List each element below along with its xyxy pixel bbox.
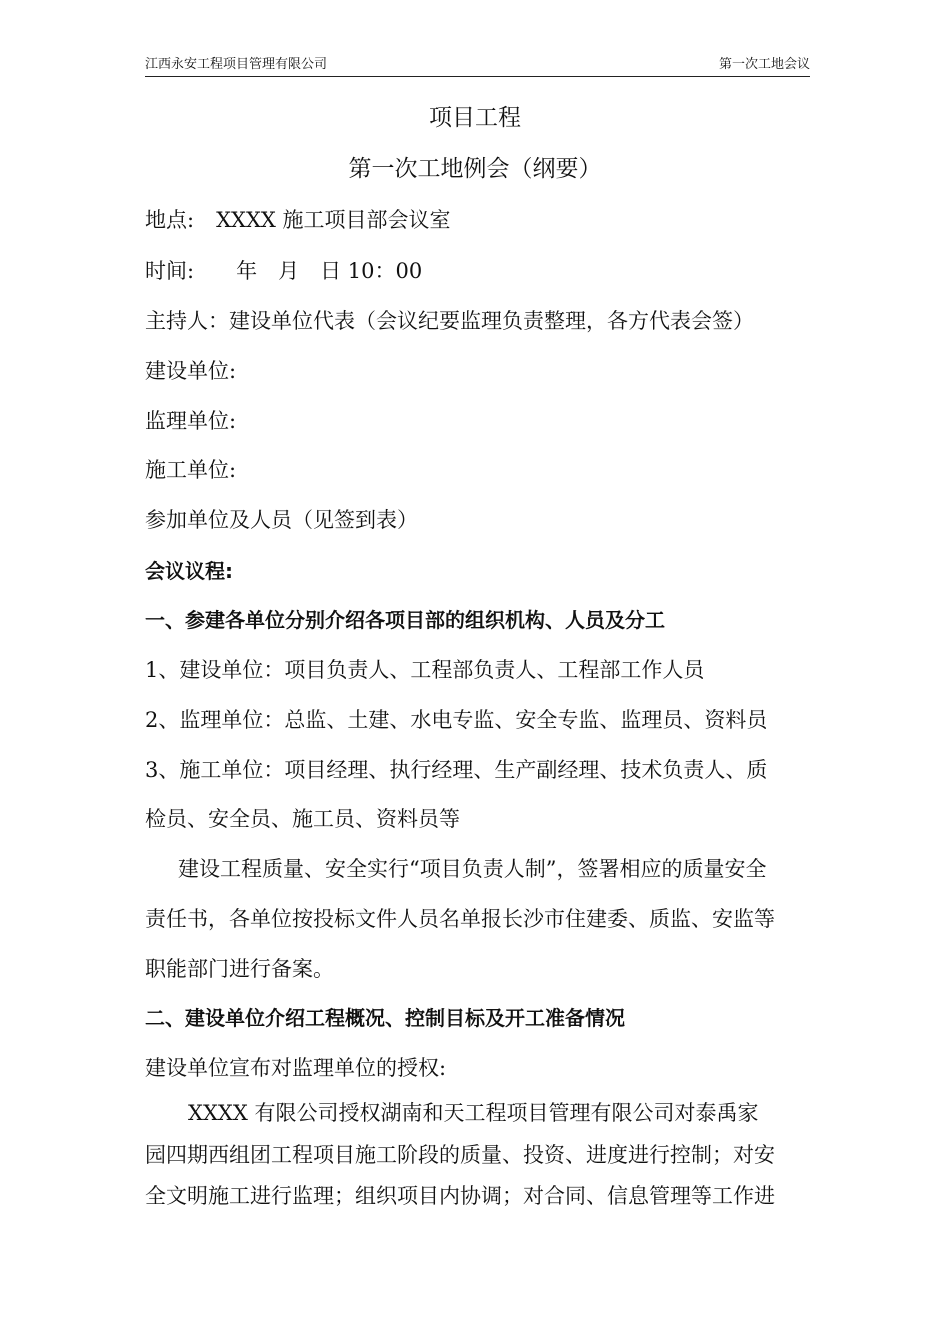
section1-item: 2、监理单位：总监、土建、水电专监、安全专监、监理员、资料员	[145, 708, 768, 732]
agenda-heading: 会议议程:	[145, 559, 233, 583]
section2-paragraph-line: 园四期西组团工程项目施工阶段的质量、投资、进度进行控制；对安	[145, 1143, 775, 1167]
attendees-line: 参加单位及人员（见签到表）	[145, 508, 418, 532]
section2-paragraph-line: 全文明施工进行监理；组织项目内协调；对合同、信息管理等工作进	[145, 1184, 775, 1208]
time-line	[145, 256, 422, 286]
section1-item: 检员、安全员、施工员、资料员等	[145, 807, 460, 831]
section1-item: 1、建设单位：项目负责人、工程部负责人、工程部工作人员	[145, 658, 705, 682]
owner-unit-line: 建设单位:	[145, 359, 237, 383]
section1-paragraph-line: 责任书，各单位按投标文件人员名单报长沙市住建委、质监、安监等	[145, 907, 775, 931]
section1-item: 3、施工单位：项目经理、执行经理、生产副经理、技术负责人、质	[145, 758, 768, 782]
host-line: 主持人：建设单位代表（会议纪要监理负责整理，各方代表会签）	[145, 309, 754, 333]
section2-paragraph-line: XXXX 有限公司授权湖南和天工程项目管理有限公司对泰禹家	[188, 1101, 759, 1125]
time-label: 时间:	[145, 259, 195, 283]
header-doc-title: 第一次工地会议	[718, 57, 810, 72]
construction-unit-line: 施工单位:	[145, 458, 237, 482]
section1-heading: 一、参建各单位分别介绍各项目部的组织机构、人员及分工	[145, 608, 665, 632]
location-label: 地点:	[145, 208, 195, 232]
section2-heading: 二、建设单位介绍工程概况、控制目标及开工准备情况	[145, 1006, 625, 1030]
document-subtitle: 第一次工地例会（纲要）	[348, 156, 602, 182]
supervision-unit-line: 监理单位:	[145, 409, 237, 433]
document-title: 项目工程	[429, 105, 521, 131]
section1-paragraph-line: 建设工程质量、安全实行“项目负责人制”，签署相应的质量安全	[178, 857, 767, 881]
location-line	[145, 205, 451, 235]
header-company: 江西永安工程项目管理有限公司	[145, 57, 328, 72]
section2-intro: 建设单位宣布对监理单位的授权:	[145, 1056, 447, 1080]
location-value: XXXX 施工项目部会议室	[216, 208, 451, 232]
time-value: 年 月 日 10：00	[236, 259, 423, 283]
section1-paragraph-line: 职能部门进行备案。	[145, 957, 334, 981]
page-header	[145, 56, 810, 77]
